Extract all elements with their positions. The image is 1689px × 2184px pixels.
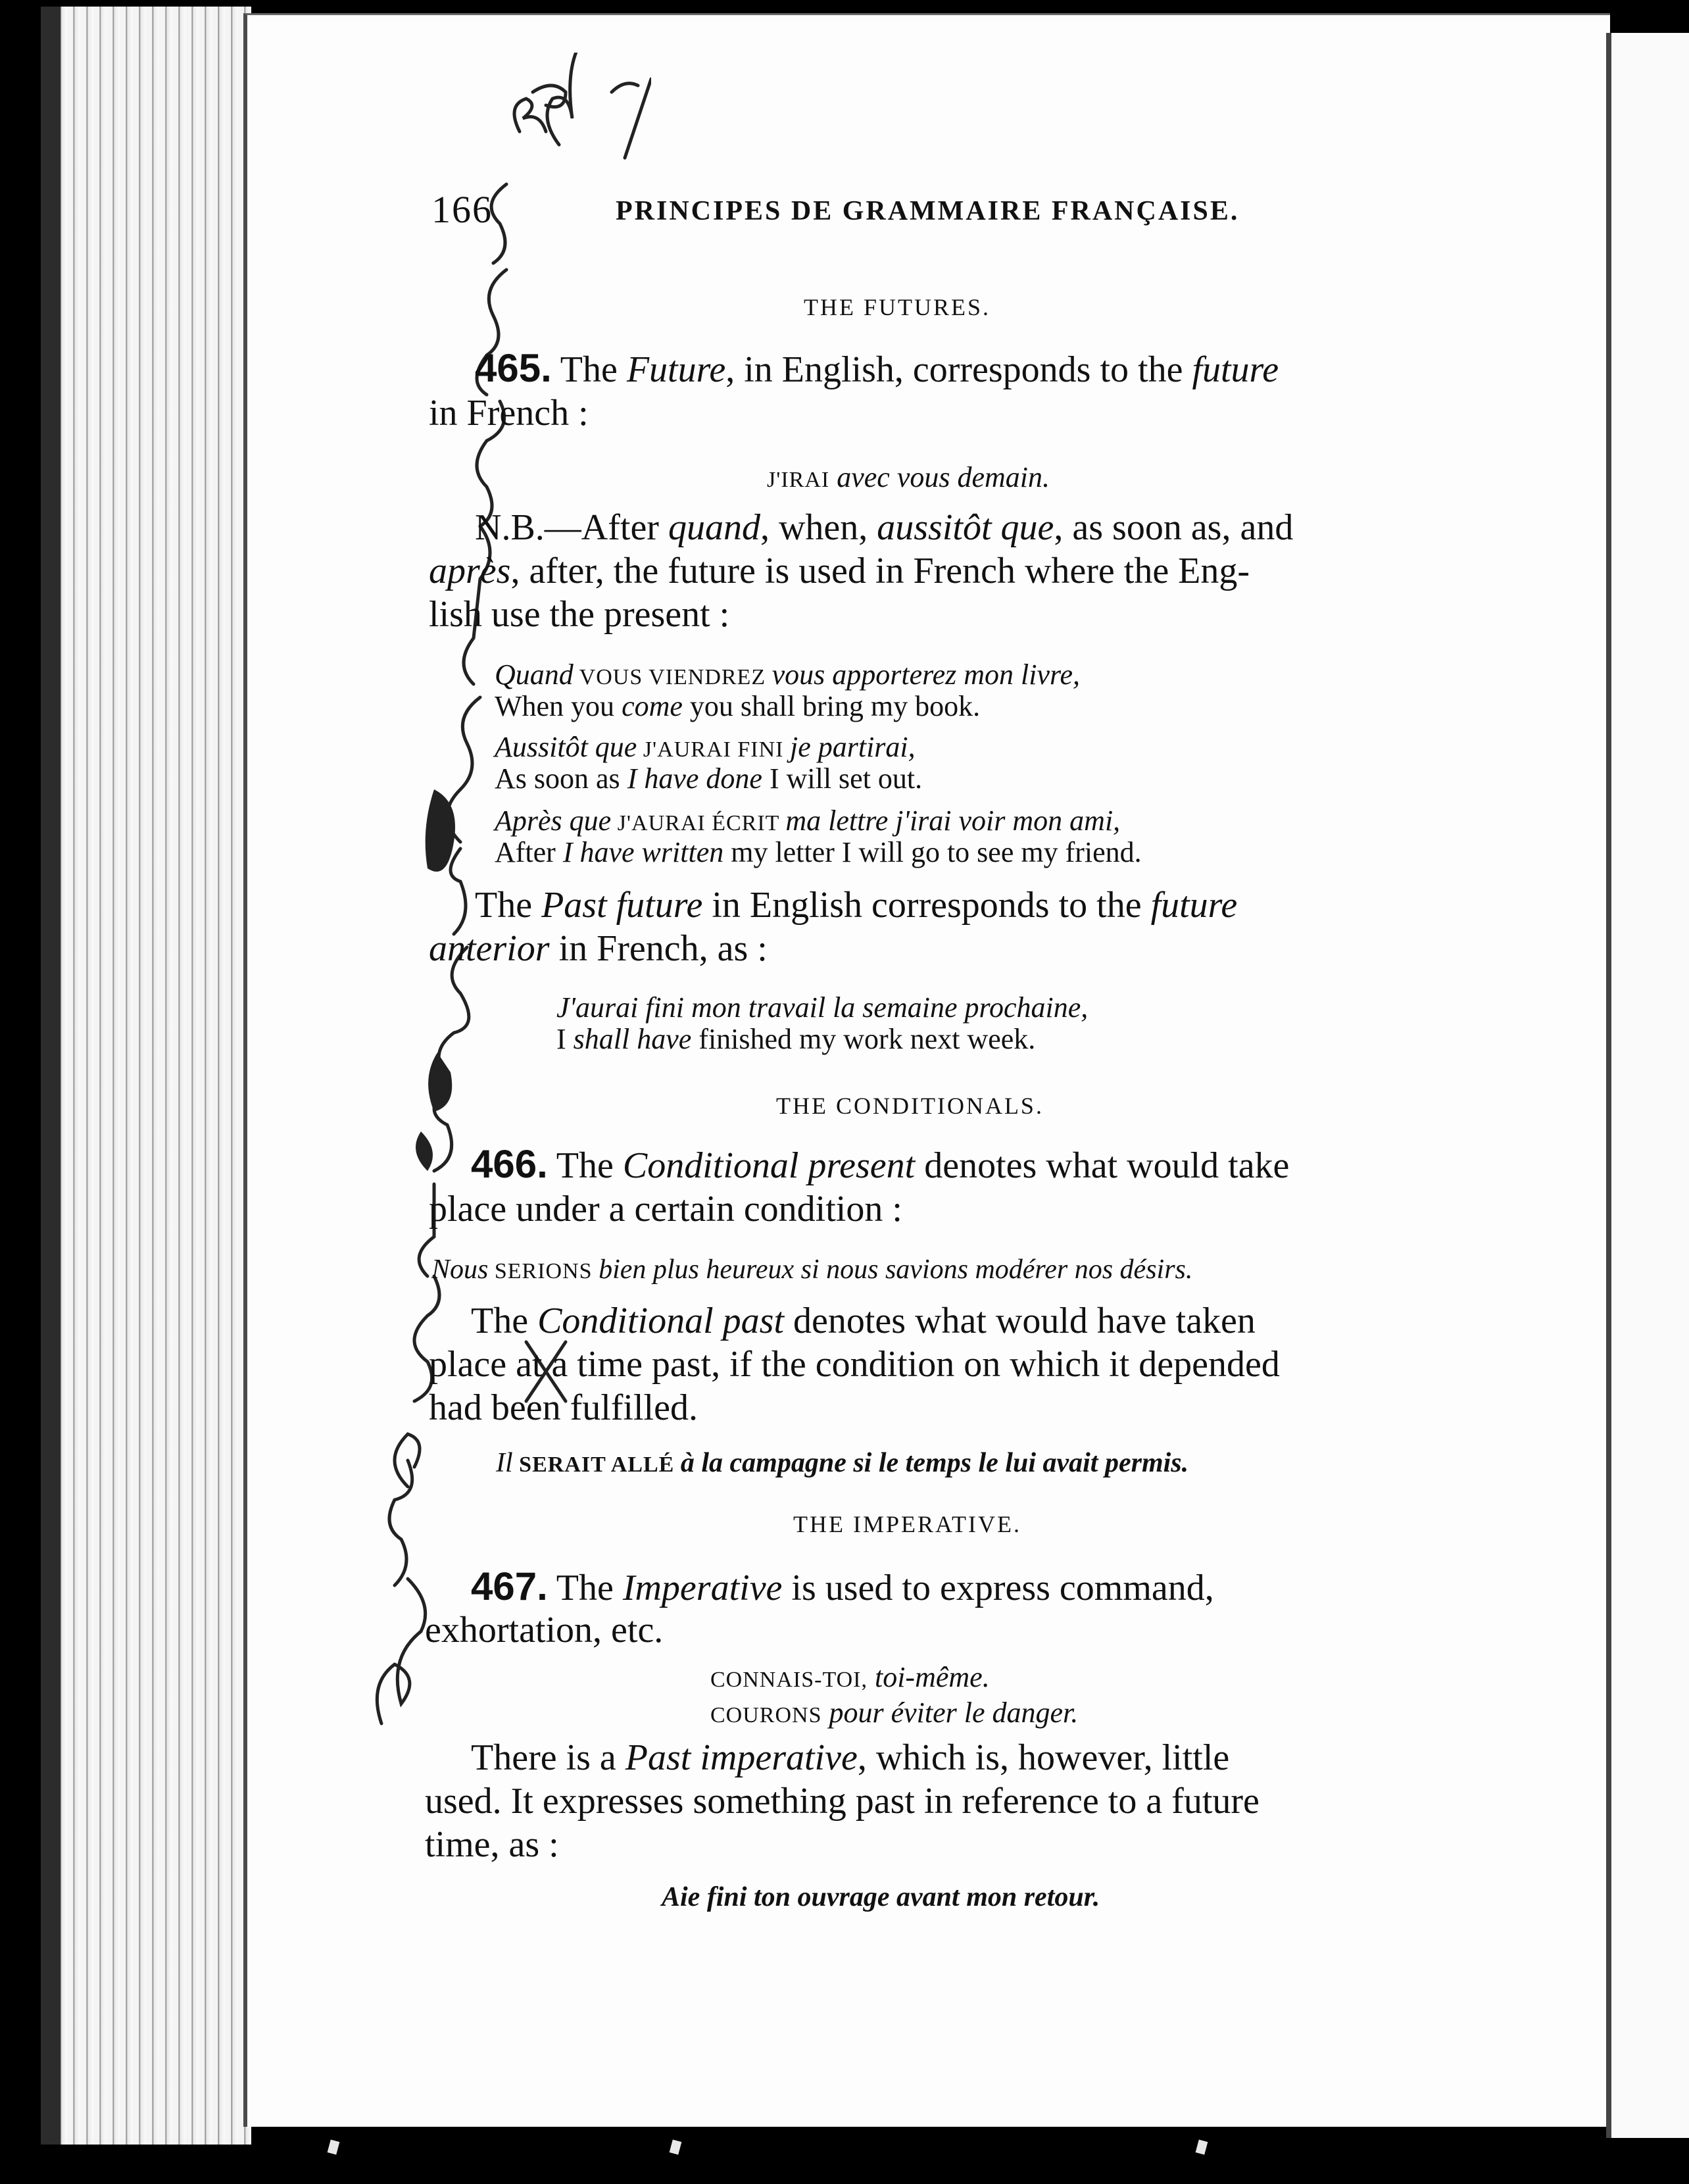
example-2-french: Aussitôt que J'AURAI FINI je partirai,: [495, 731, 916, 763]
past-imperative-line3: time, as :: [425, 1824, 559, 1865]
nb-line3: lish use the present :: [429, 594, 730, 635]
example-nous-serions: Nous SERIONS bien plus heureux si nous savions modérer nos désirs.: [431, 1254, 1193, 1285]
example-jirai: J'IRAI avec vous demain.: [767, 461, 1050, 493]
example-2-english: As soon as I have done I will set out.: [495, 762, 923, 795]
past-imperative-line2: used. It expresses something past in reference to a future: [425, 1781, 1260, 1822]
example-3-french: Après que J'AURAI ÉCRIT ma lettre j'irai voir mon ami,: [495, 805, 1121, 837]
section-heading-conditionals: THE CONDITIONALS.: [776, 1093, 1044, 1119]
example-3-english: After I have written my letter I will go to see my friend.: [495, 836, 1142, 868]
page-number: 166: [431, 188, 493, 231]
past-future-line1: The Past future in English corresponds to the future: [475, 885, 1238, 926]
running-header: PRINCIPES DE GRAMMAIRE FRANÇAISE.: [616, 196, 1240, 226]
para-number-465: 465.: [475, 346, 552, 390]
example-1-french: Quand VOUS VIENDREZ vous apporterez mon livre,: [495, 658, 1081, 691]
example-courons: COURONS pour éviter le danger.: [710, 1697, 1079, 1729]
example-aie-fini: Aie fini ton ouvrage avant mon retour.: [662, 1882, 1100, 1912]
next-page-edge: [1606, 33, 1689, 2138]
book-page-edges: [41, 7, 251, 2145]
cond-past-line3: had been fulfilled.: [429, 1387, 698, 1428]
cond-past-line2: place at a time past, if the condition on which it depended: [429, 1344, 1280, 1385]
section-heading-imperative: THE IMPERATIVE.: [793, 1511, 1021, 1537]
past-future-line2: anterior in French, as :: [429, 928, 768, 969]
para-465-line1: 465. The Future, in English, corresponds to the future: [475, 346, 1279, 390]
nb-line1: N.B.—After quand, when, aussitôt que, as soon as, and: [475, 507, 1294, 548]
para-465-line2: in French :: [429, 393, 589, 434]
cond-past-line1: The Conditional past denotes what would have taken: [471, 1301, 1256, 1341]
para-number-467: 467.: [471, 1564, 548, 1608]
para-467-line1: 467. The Imperative is used to express command,: [471, 1564, 1214, 1608]
example-past-future-french: J'aurai fini mon travail la semaine prochaine,: [556, 991, 1089, 1024]
past-imperative-line1: There is a Past imperative, which is, however, little: [471, 1737, 1230, 1778]
para-466-line2: place under a certain condition :: [429, 1189, 902, 1229]
example-connais-toi: CONNAIS-TOI, toi-même.: [710, 1661, 990, 1693]
section-heading-futures: THE FUTURES.: [804, 294, 991, 320]
example-1-english: When you come you shall bring my book.: [495, 690, 981, 722]
para-number-466: 466.: [471, 1142, 548, 1186]
nb-line2: après, after, the future is used in French where the Eng-: [429, 551, 1250, 591]
example-il-serait: Il SERAIT ALLÉ à la campagne si le temps le lui avait permis.: [496, 1448, 1189, 1478]
scan-border: [210, 2131, 1657, 2171]
example-past-future-english: I shall have finished my work next week.: [556, 1023, 1036, 1055]
para-466-line1: 466. The Conditional present denotes what would take: [471, 1142, 1290, 1186]
para-467-line2: exhortation, etc.: [425, 1610, 664, 1650]
